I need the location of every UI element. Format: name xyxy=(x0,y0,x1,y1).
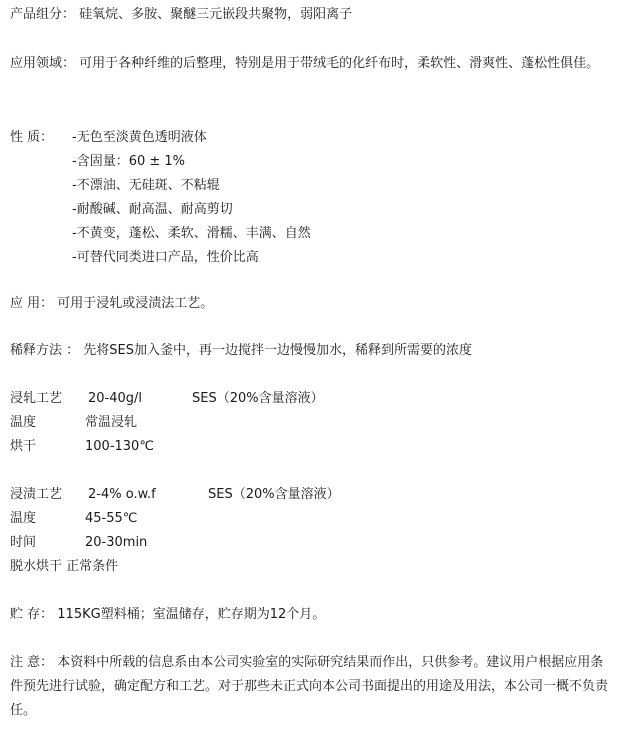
padding-process-extra: SES（20%含量溶液） xyxy=(192,391,324,406)
dilution-text: 先将SES加入釜中，再一边搅拌一边慢慢加水，稀释到所需要的浓度 xyxy=(83,343,472,358)
usage-label: 应 用： xyxy=(10,296,54,311)
dipping-temperature-value: 45-55℃ xyxy=(85,511,138,526)
property-item: -不黄变，蓬松、柔软、滑糯、丰满、自然 xyxy=(72,226,311,241)
dipping-process-value: 2-4% o.w.f xyxy=(88,487,156,502)
property-item: -无色至淡黄色透明液体 xyxy=(72,130,207,145)
padding-drying-label: 烘干 xyxy=(10,439,37,454)
application-field-text: 可用于各种纤维的后整理，特别是用于带绒毛的化纤布时，柔软性、滑爽性、蓬松性俱佳。 xyxy=(79,56,600,71)
usage-line xyxy=(10,294,213,314)
property-item: -耐酸碱、耐高温、耐高剪切 xyxy=(72,202,233,217)
property-item: -可替代同类进口产品，性价比高 xyxy=(72,250,259,265)
padding-process-label: 浸轧工艺 xyxy=(10,391,63,406)
padding-process-value: 20-40g/l xyxy=(88,391,143,406)
application-field-paragraph xyxy=(10,52,613,76)
composition-label: 产品组分： xyxy=(10,7,76,22)
dipping-time-label: 时间 xyxy=(10,535,37,550)
padding-temperature-value: 常温浸轧 xyxy=(85,415,138,430)
property-item: -含固量：60 ± 1% xyxy=(72,154,186,169)
padding-drying-value: 100-130℃ xyxy=(85,439,154,454)
notice-label: 注 意： xyxy=(10,655,54,670)
properties-list xyxy=(72,126,311,270)
property-item: -不漂油、无硅斑、不粘辊 xyxy=(72,178,220,193)
storage-text: 115KG塑料桶；室温储存，贮存期为12个月。 xyxy=(57,607,326,622)
storage-label: 贮 存： xyxy=(10,607,54,622)
dilution-line xyxy=(10,341,472,361)
dipping-temperature-label: 温度 xyxy=(10,511,37,526)
notice-paragraph xyxy=(10,651,613,723)
properties-label: 性 质： xyxy=(10,130,54,145)
dipping-process-label: 浸渍工艺 xyxy=(10,487,63,502)
dipping-process-extra: SES（20%含量溶液） xyxy=(208,487,340,502)
dilution-label: 稀释方法 ： xyxy=(10,343,80,358)
dipping-footer: 脱水烘干 正常条件 xyxy=(10,559,119,574)
usage-text: 可用于浸轧或浸渍法工艺。 xyxy=(57,296,214,311)
composition-line xyxy=(10,5,352,25)
storage-line xyxy=(10,605,325,625)
dipping-time-value: 20-30min xyxy=(85,535,148,550)
application-field-label: 应用领域： xyxy=(10,56,76,71)
padding-temperature-label: 温度 xyxy=(10,415,37,430)
composition-text: 硅氧烷、多胺、聚醚三元嵌段共聚物，弱阳离子 xyxy=(79,7,353,22)
notice-text: 本资料中所载的信息系由本公司实验室的实际研究结果而作出，只供参考。建议用户根据应用条件预先进行试验，确定配方和工艺。对于那些未正式向本公司书面提出的用途及用法，本公司一概不负责任。 xyxy=(10,655,609,718)
